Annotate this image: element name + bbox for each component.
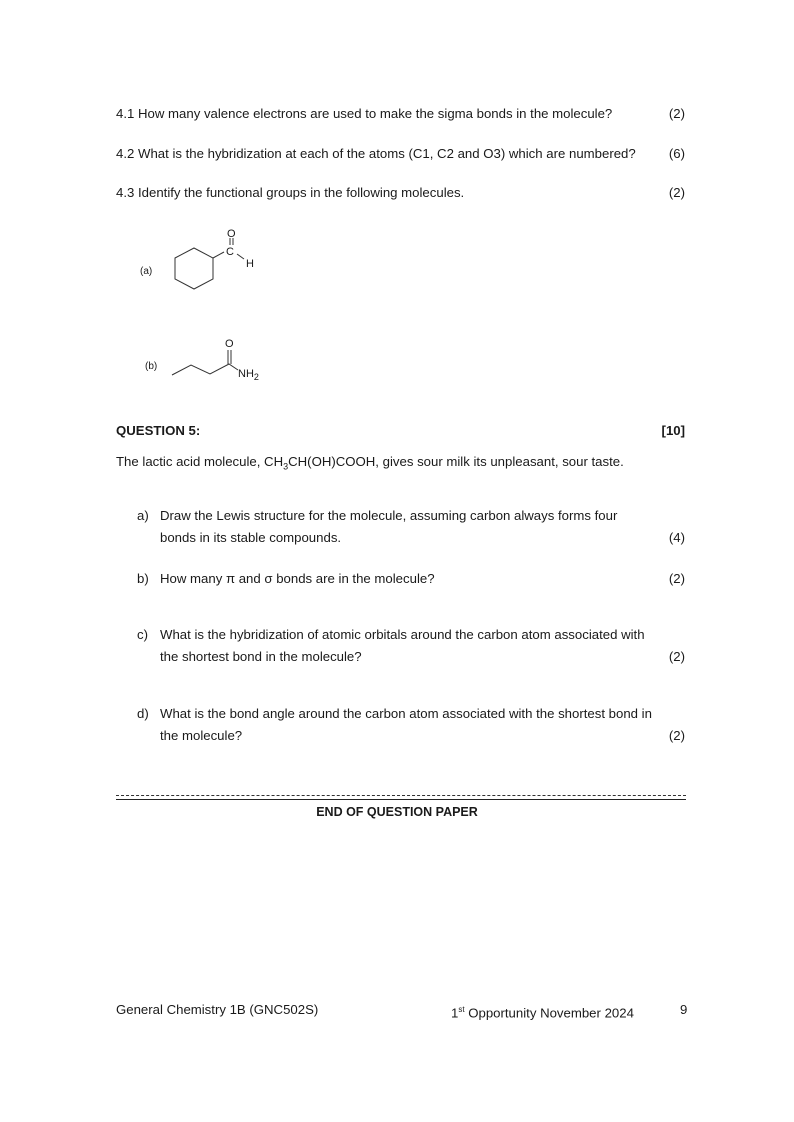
part-c-line1: What is the hybridization of atomic orbitals around the carbon atom associated with [160,627,645,642]
atom-o: O [227,228,236,240]
question-4-2: 4.2 What is the hybridization at each of the atoms (C1, C2 and O3) which are numbered? [116,146,636,161]
question-4-3-marks: (2) [668,185,685,200]
question-4-3: 4.3 Identify the functional groups in the following molecules. [116,185,465,200]
part-c-letter: c) [137,627,148,642]
question-5-intro [116,454,624,475]
part-c-line2: the shortest bond in the molecule? [160,649,362,664]
part-c-marks: (2) [668,649,685,664]
atom-h: H [246,258,254,270]
intro-text-rest: CH(OH)COOH, gives sour milk its unpleasant, sour taste. [288,454,624,469]
subscript-2: 2 [253,372,259,383]
intro-text: The lactic acid molecule, CH [116,454,284,469]
part-d-line2: the molecule? [160,728,243,743]
part-a-line1: Draw the Lewis structure for the molecule, assuming carbon always forms four [160,508,618,523]
nh-text: NH [238,368,254,380]
part-d-letter: d) [137,706,149,721]
molecule-b-label: (b) [145,361,158,372]
atom-nh2 [238,366,259,385]
question-4-1-marks: (2) [668,106,685,121]
atom-c: C [226,246,234,258]
molecule-a-label: (a) [140,266,153,277]
part-b-marks: (2) [668,571,685,586]
footer-opportunity [451,1002,634,1021]
question-4-1: 4.1 How many valence electrons are used to make the sigma bonds in the molecule? [116,106,613,121]
opp-num: 1 [451,1005,459,1021]
molecule-b-butanamide [172,350,238,375]
part-d-marks: (2) [668,728,685,743]
part-a-letter: a) [137,508,149,523]
atom-o: O [225,338,234,350]
page-number: 9 [680,1002,688,1017]
question-5-marks: [10] [661,423,685,438]
footer-course: General Chemistry 1B (GNC502S) [116,1002,319,1017]
opp-sup: st [458,1005,465,1014]
question-5-title: QUESTION 5: [116,423,201,438]
question-4-2-marks: (6) [668,146,685,161]
end-of-paper: END OF QUESTION PAPER [316,805,478,819]
dashed-divider [116,795,686,796]
molecule-structures [0,0,794,400]
part-a-line2: bonds in its stable compounds. [160,530,342,545]
part-b-letter: b) [137,571,149,586]
solid-divider [116,799,686,800]
opp-rest: Opportunity November 2024 [464,1005,634,1021]
part-d-line1: What is the bond angle around the carbon atom associated with the shortest bond in [160,706,652,721]
part-a-marks: (4) [668,530,685,545]
part-b-line1: How many π and σ bonds are in the molecule? [160,571,435,586]
subscript-3: 3 [283,461,289,472]
